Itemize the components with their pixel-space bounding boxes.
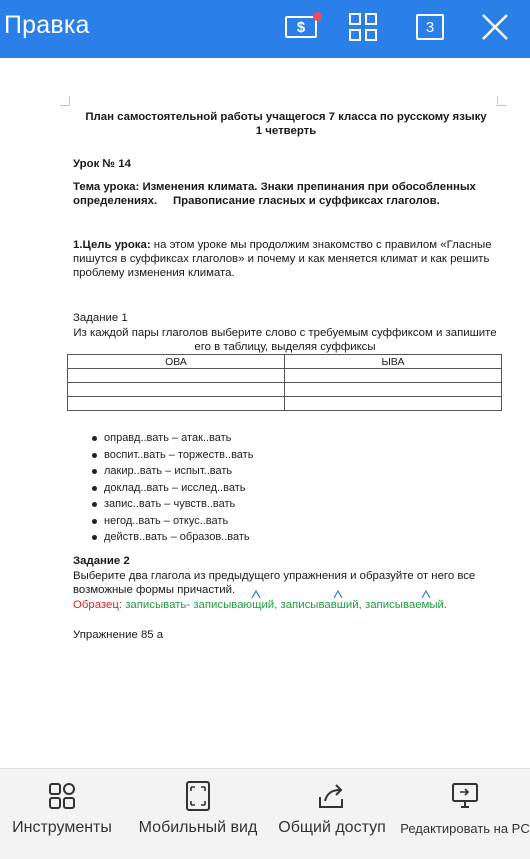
sample-text: записывать- записывающий, записывавший, записываемый. [122,599,448,611]
lesson-goal [73,238,503,280]
mobile-view-icon [130,779,266,813]
list-item: действ..вать – образов..вать [92,529,253,546]
word-pair-list [92,430,253,546]
goal-text: на этом уроке мы продолжим знакомство с правилом «Гласные пишутся в суффиксах глаголов» и почему и как меняется климат и как решить проблему изменения климата. [73,239,492,279]
edit-on-pc-button[interactable] [400,779,530,836]
table-row [68,397,502,411]
table-header-yva: ЫВА [285,355,502,369]
share-button[interactable] [273,779,391,837]
task1-description: Из каждой пары глаголов выберите слово с требуемым суффиксом и запишите его в таблицу, выделяя суффиксы [73,327,497,353]
table-row [68,383,502,397]
share-label: Общий доступ [278,819,386,836]
table-row [68,369,502,383]
sample-label: Образец: [73,599,123,611]
edit-on-pc-label: Редактировать на PC [400,821,530,836]
mobile-view-button[interactable] [130,779,266,837]
task2-description: Выберите два глагола из предыдущего упражнения и образуйте от него все возможные формы причастий. [73,570,476,596]
list-item: воспит..вать – торжеств..вать [92,447,253,464]
page-corner-mark [60,96,70,106]
goal-label: 1.Цель урока: [73,239,151,251]
tools-icon [4,779,120,813]
list-item: доклад..вать – исслед..вать [92,480,253,497]
table-header-row [68,355,502,369]
dollar-symbol: $ [296,18,306,36]
document-page[interactable] [0,58,530,768]
notification-dot [313,12,322,21]
sample-line [73,598,503,612]
exercise-reference: Упражнение 85 а [73,629,164,641]
tab-count-icon[interactable] [414,8,446,46]
grid-icon[interactable] [348,8,378,46]
mobile-view-label: Мобильный вид [138,819,258,836]
tools-button[interactable] [4,779,120,837]
share-icon [273,779,391,813]
list-item: лакир..вать – испыт..вать [92,463,253,480]
table-header-ova: ОВА [68,355,285,369]
top-app-bar [0,0,530,58]
list-item: запис..вать – чувств..вать [92,496,253,513]
list-item: оправд..вать – атак..вать [92,430,253,447]
tools-label: Инструменты [12,819,112,836]
task1-title: Задание 1 [73,312,128,324]
bottom-toolbar [0,768,530,859]
tab-count: 3 [416,14,444,40]
lesson-theme: Тема урока: Изменения климата. Знаки препинания при обособленных определениях. Правописание гласных и суффиксах глаголов. [73,181,480,207]
monitor-icon [400,779,530,813]
list-item: негод..вать – откус..вать [92,513,253,530]
page-corner-mark [497,96,507,106]
suffix-table [67,354,502,411]
task2-title: Задание 2 [73,555,130,567]
edit-title[interactable]: Правка [4,11,90,39]
document-heading: План самостоятельной работы учащегося 7 класса по русскому языку 1 четверть [85,111,487,137]
money-icon[interactable] [280,8,322,46]
lesson-number: Урок № 14 [73,158,131,170]
close-icon[interactable] [478,8,512,46]
